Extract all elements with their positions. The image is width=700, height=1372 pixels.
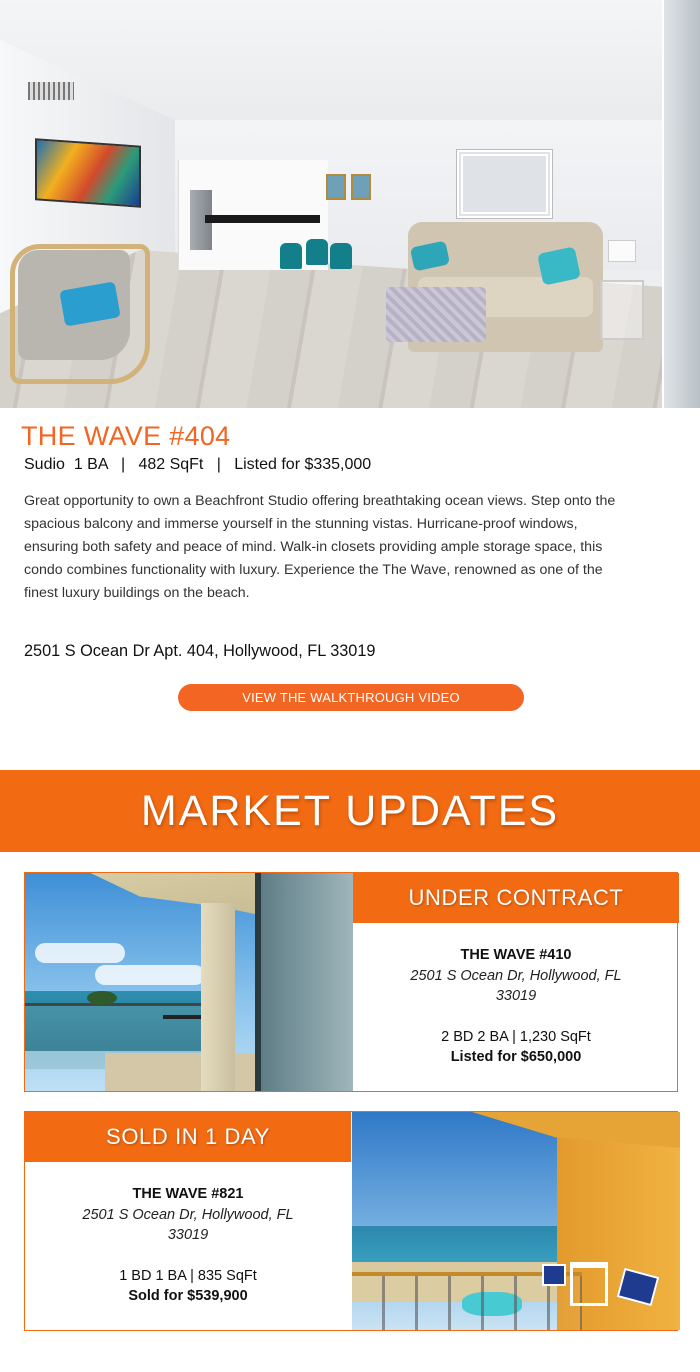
photo-dining-chairs: [280, 235, 350, 275]
photo-window: [662, 0, 700, 408]
walkthrough-video-button[interactable]: VIEW THE WALKTHROUGH VIDEO: [178, 684, 524, 711]
photo-lamp: [608, 240, 636, 262]
listing-specs: Sudio 1 BA | 482 SqFt | Listed for $335,000: [24, 456, 372, 473]
photo-side-table: [600, 280, 644, 340]
card-unit-name: THE WAVE #410: [460, 947, 572, 963]
card-unit-name: THE WAVE #821: [132, 1186, 244, 1202]
photo-mirror: [457, 150, 552, 218]
photo-ottoman: [386, 287, 486, 342]
card-info-panel: [353, 873, 679, 1091]
card-meta: 1 BD 1 BA | 835 SqFt: [119, 1267, 257, 1284]
photo-painting: [35, 138, 141, 207]
listing-address: 2501 S Ocean Dr Apt. 404, Hollywood, FL 33019: [24, 642, 376, 660]
balcony-photo: [25, 873, 353, 1091]
photo-frame: [351, 174, 371, 200]
photo-armchair: [10, 244, 150, 384]
balcony-photo: [352, 1112, 680, 1330]
market-card[interactable]: [24, 872, 678, 1092]
photo-counter: [205, 215, 320, 223]
card-meta: 2 BD 2 BA | 1,230 SqFt: [441, 1028, 591, 1045]
card-price: Sold for $539,900: [128, 1288, 248, 1304]
status-badge: UNDER CONTRACT: [353, 873, 679, 923]
photo-frame: [326, 174, 346, 200]
photo-vent: [28, 82, 74, 100]
card-info-panel: [25, 1112, 351, 1330]
listing-title: THE WAVE #404: [21, 421, 231, 451]
card-price: Listed for $650,000: [450, 1049, 582, 1065]
card-address: 2501 S Ocean Dr, Hollywood, FL 33019: [410, 967, 622, 1004]
card-details: [25, 1184, 351, 1307]
card-address: 2501 S Ocean Dr, Hollywood, FL 33019: [82, 1206, 294, 1243]
market-card[interactable]: [24, 1111, 678, 1331]
status-badge: SOLD IN 1 DAY: [25, 1112, 351, 1162]
card-details: [353, 945, 679, 1068]
hero-photo-living-room: [0, 0, 700, 408]
market-updates-heading: MARKET UPDATES: [140, 787, 560, 835]
market-updates-banner: [0, 770, 700, 852]
listing-description: Great opportunity to own a Beachfront Studio offering breathtaking ocean views. Step onto the spacious balcony and immerse yourself in the stunning vistas. Hurricane-proof windows, ensuring both safety and peace of mind. Walk-in closets providing ample storage space, this condo combines functionality with luxury. Experience the The Wave, renowned as one of the finest luxury buildings on the beach.: [24, 493, 616, 601]
